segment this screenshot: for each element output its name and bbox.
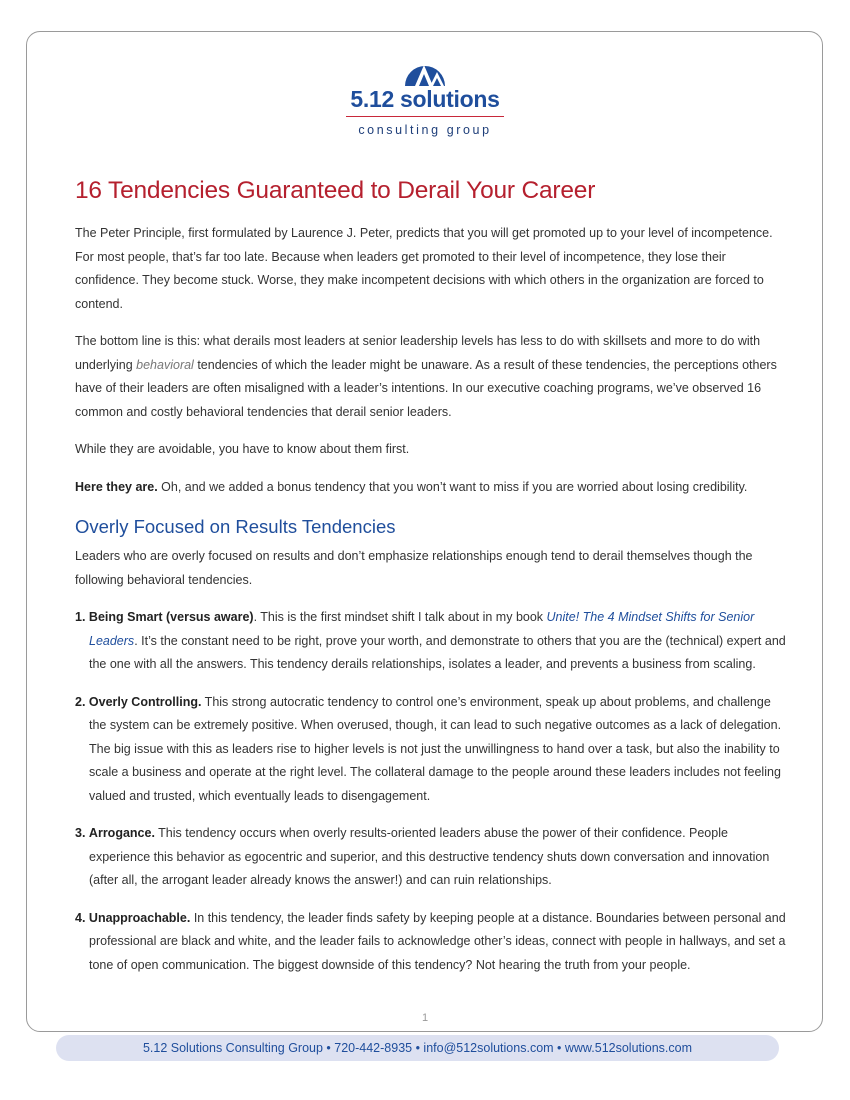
page-number: 1 <box>421 1012 429 1024</box>
item-text: This tendency occurs when overly results-oriented leaders abuse the power of their confidence. People experience this behavior as egocentric and superior, and this destructive tendency shuts down conversation and innovation (after all, the arrogant leader already knows the answer!) and can ruin relationships. <box>89 826 770 887</box>
list-item <box>75 606 787 677</box>
footer-contact-bar: 5.12 Solutions Consulting Group • 720-442-8935 • info@512solutions.com • www.512solutions.com <box>56 1035 779 1061</box>
page-title: 16 Tendencies Guaranteed to Derail Your Career <box>75 177 596 204</box>
intro-p2-start: The bottom line is this: what derails most leaders at senior leadership levels has less to do with skillsets and more to do with underlying <box>75 334 761 372</box>
item-number: 3. <box>75 826 86 840</box>
item-text: This strong autocratic tendency to control one’s environment, speak up about problems, and challenge the system can be extremely positive. When overused, though, it can lead to such negative outcomes as a lack of delegation. The big issue with this as leaders rise to higher levels is not just the unwillingness to hand over a task, but also the inability to scale a business and operate at the right level. The collateral damage to the people around these leaders includes not feeling valued and trusted, which eventually leads to disengagement. <box>89 694 782 803</box>
logo-wordmark: 5.12 solutions <box>350 86 500 112</box>
item-title: Unapproachable. <box>88 910 191 925</box>
item-number: 4. <box>75 910 86 925</box>
mountain-globe-icon <box>402 48 448 86</box>
emphasis-behavioral: behavioral <box>136 357 194 372</box>
item-number: 1. <box>75 610 86 624</box>
list-item <box>75 907 787 978</box>
list-item <box>75 822 787 893</box>
intro-paragraph-2 <box>75 330 787 424</box>
item-title: Being Smart (versus aware) <box>88 610 254 624</box>
item-text: . This is the first mindset shift I talk about in my book <box>253 610 547 624</box>
book-title-link[interactable]: Unite! The 4 Mindset Shifts for Senior Leaders <box>89 610 755 648</box>
item-text: . It’s the constant need to be right, prove your worth, and demonstrate to others that you are the (technical) expert and the one with all the answers. This tendency derails relationships, isolates a leader, and prevents a business from scaling. <box>89 633 786 671</box>
here-they-are-bold: Here they are. <box>75 479 158 494</box>
logo-tagline: consulting group <box>358 123 492 137</box>
tendency-list <box>75 606 787 977</box>
list-item <box>75 691 787 809</box>
intro-p2-end: tendencies of which the leader might be unaware. As a result of these tendencies, the perceptions others have of their leaders are often misaligned with a leader’s intentions. In our executive coaching programs, we’ve observed 16 common and costly behavioral tendencies that derail senior leaders. <box>75 357 777 419</box>
item-title: Overly Controlling. <box>88 694 202 709</box>
item-title: Arrogance. <box>88 826 155 840</box>
logo-divider <box>346 116 504 117</box>
intro-p4-rest: Oh, and we added a bonus tendency that you won’t want to miss if you are worried about losing credibility. <box>157 479 748 494</box>
section-heading: Overly Focused on Results Tendencies <box>75 516 396 537</box>
section-lead: Leaders who are overly focused on results and don’t emphasize relationships enough tend to derail themselves though the following behavioral tendencies. <box>75 549 753 587</box>
intro-paragraph-3: While they are avoidable, you have to know about them first. <box>75 442 410 456</box>
item-text: In this tendency, the leader finds safety by keeping people at a distance. Boundaries between personal and professional are black and white, and the leader fails to acknowledge other’s ideas, connect with people in hallways, and set a tone of open communication. The biggest downside of this tendency? Not hearing the truth from your people. <box>89 910 786 972</box>
document-body <box>75 174 787 991</box>
intro-paragraph-1: The Peter Principle, first formulated by Laurence J. Peter, predicts that you will get promoted up to your level of incompetence. For most people, that’s far too late. Because when leaders get promoted to their level of incompetence, they lose their confidence. They become stuck. Worse, they make incompetent decisions with which others in the organization are forced to contend. <box>75 226 773 311</box>
company-logo <box>340 48 510 137</box>
item-number: 2. <box>75 694 86 709</box>
intro-paragraph-4 <box>75 476 787 500</box>
